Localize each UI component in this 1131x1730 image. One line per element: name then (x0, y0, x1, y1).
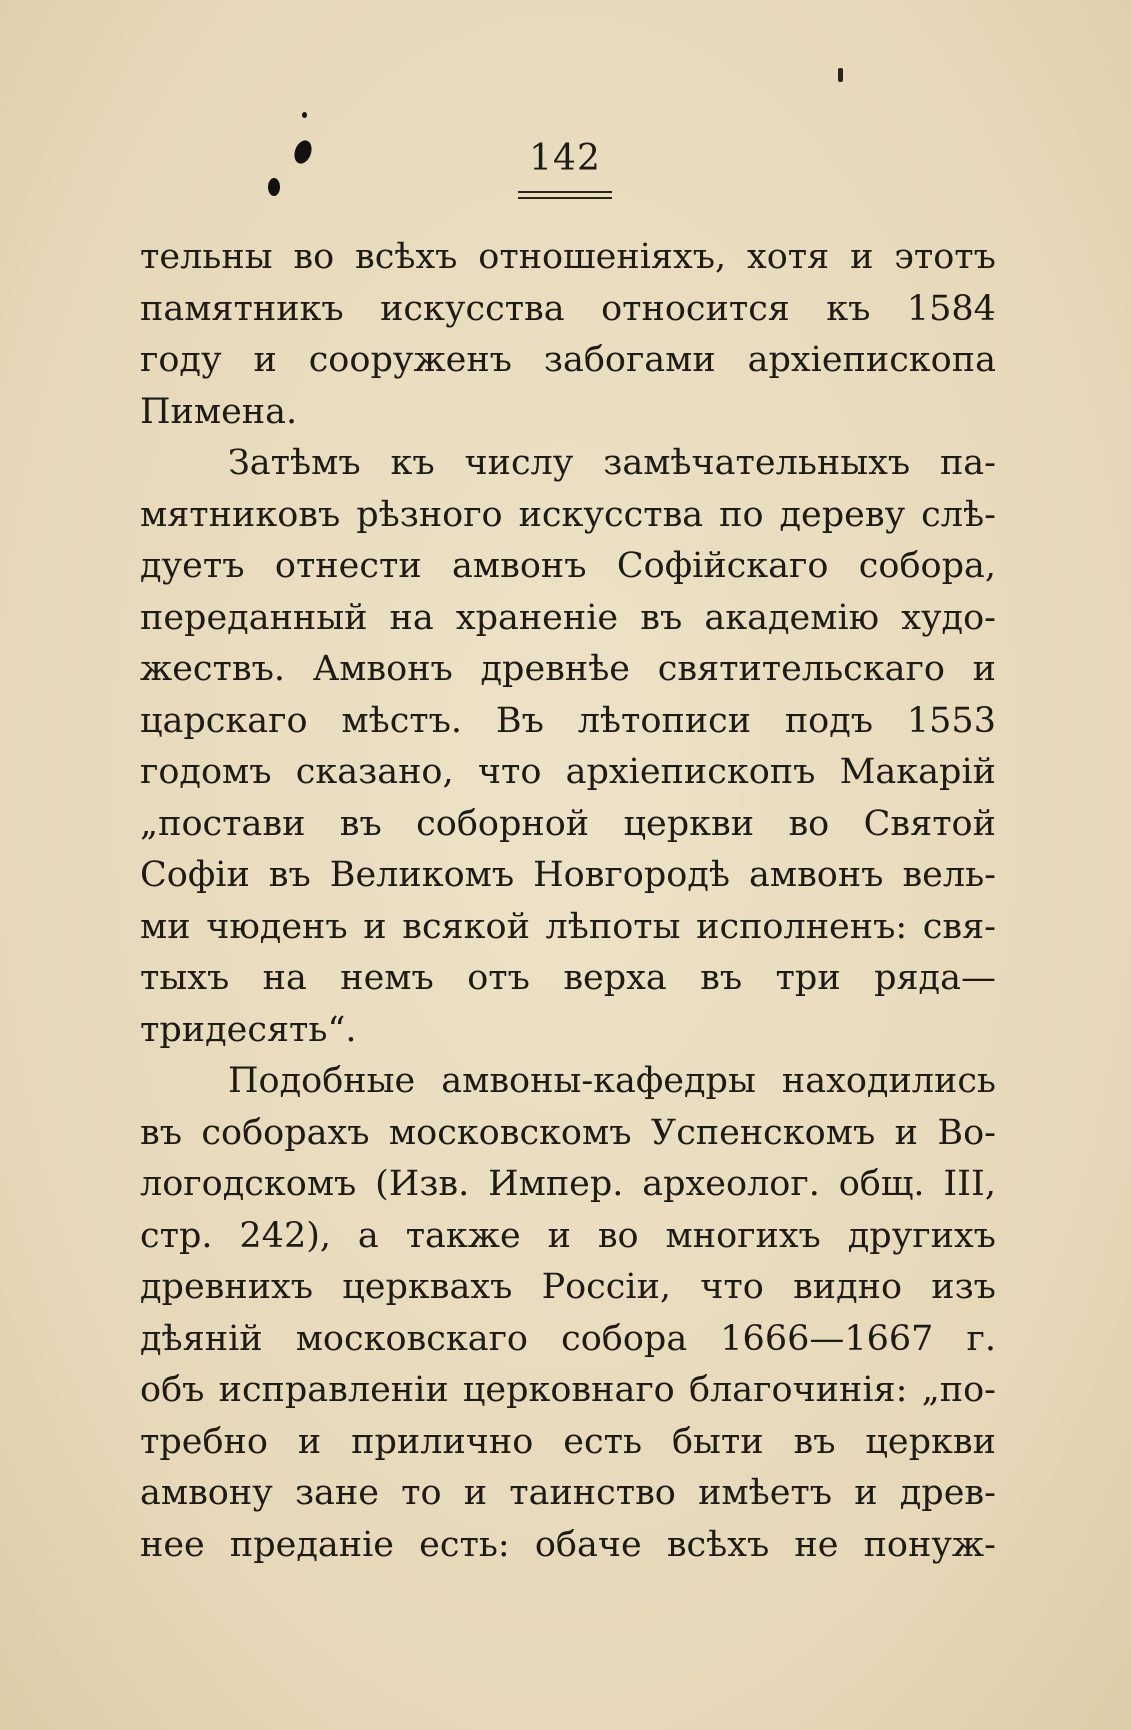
word: видно (793, 1267, 903, 1307)
word: ряда— (874, 958, 996, 998)
word: Успенскомъ (650, 1112, 876, 1153)
ink-speck (302, 112, 307, 118)
word: вель- (902, 855, 996, 895)
word: святительскаго (657, 649, 945, 689)
word: Россіи, (541, 1267, 672, 1307)
word: храненіе (455, 597, 619, 638)
word: благочинія: (688, 1370, 908, 1410)
word: относится (601, 288, 790, 329)
word: памятникъ (140, 288, 344, 329)
word: есть: (419, 1524, 510, 1565)
word: дуетъ (140, 546, 245, 586)
word: всѣхъ (666, 1524, 770, 1565)
word: соборахъ (201, 1112, 370, 1153)
word: таинство (509, 1473, 676, 1513)
text-line (140, 541, 996, 593)
word: по (719, 494, 764, 535)
word: Новгородѣ (533, 855, 730, 895)
word: Великомъ (329, 855, 515, 895)
word: искусства (518, 494, 704, 535)
word: свя- (922, 906, 996, 947)
word: есть (563, 1421, 642, 1462)
word: г. (966, 1318, 996, 1359)
text-line (140, 1314, 996, 1366)
word: общ. (838, 1164, 925, 1204)
word: церкви (623, 803, 755, 844)
word: древ- (899, 1473, 996, 1513)
text-line (140, 1108, 996, 1160)
word: и (854, 1473, 878, 1513)
word: III, (943, 1164, 996, 1204)
word: что (700, 1267, 764, 1307)
word: числу (464, 443, 574, 483)
word: годомъ (140, 752, 272, 792)
word: на (262, 958, 307, 998)
word: собора, (858, 546, 996, 586)
body-text (140, 232, 996, 1571)
word: отнести (274, 546, 422, 586)
word: археолог. (642, 1164, 820, 1204)
text-line (140, 490, 996, 542)
word: и (972, 649, 996, 689)
word: лѣпоты (545, 906, 681, 947)
text-line (140, 747, 996, 799)
word: соборной (416, 803, 590, 844)
word: во (597, 1215, 639, 1256)
word: на (389, 597, 434, 638)
word: и (850, 237, 874, 277)
word: академію (704, 597, 880, 638)
text-line (140, 335, 996, 387)
word: другихъ (847, 1215, 996, 1256)
word: па- (939, 443, 996, 483)
word: всякой (402, 906, 530, 947)
word: замѣчательныхъ (603, 443, 911, 483)
word: 1553 (906, 700, 996, 741)
word: жествъ. (140, 649, 285, 689)
word: объ (140, 1370, 205, 1410)
word: переданный (140, 597, 368, 638)
word: во (788, 803, 830, 844)
word: собора (561, 1318, 688, 1359)
word: требно (140, 1421, 268, 1462)
word: во (293, 237, 335, 277)
text-line (140, 387, 996, 439)
word: въ (700, 958, 743, 998)
word: церкви (865, 1421, 996, 1462)
ink-speck (838, 68, 843, 82)
word: лѣтописи (577, 700, 752, 741)
text-line (140, 1262, 996, 1314)
page-number: 142 (529, 138, 601, 179)
word: древнѣе (480, 649, 631, 689)
ink-blot (291, 138, 314, 166)
word: искусства (380, 288, 565, 329)
word: хотя (746, 237, 830, 277)
page-number-rule (518, 191, 612, 193)
word: 1666—1667 (720, 1318, 934, 1359)
word: подъ (784, 700, 874, 741)
word: амвонъ (452, 546, 587, 586)
word: въ (140, 1112, 182, 1153)
word: сказано, (295, 752, 454, 792)
text-line (140, 1056, 996, 1108)
text-line (140, 1417, 996, 1469)
text-line (140, 1468, 996, 1520)
word: сооруженъ (308, 340, 512, 380)
word: амвоны-кафедры (441, 1061, 756, 1101)
word: Въ (495, 700, 544, 741)
page-number-rule (518, 197, 612, 199)
word: мятниковъ (140, 494, 341, 535)
word: церквахъ (342, 1267, 513, 1307)
word: имѣетъ (698, 1473, 833, 1513)
text-line (140, 902, 996, 954)
word: московскомъ (388, 1112, 632, 1153)
word: прилично (351, 1421, 534, 1462)
word: мѣстъ. (341, 700, 463, 741)
word: Импер. (488, 1164, 624, 1204)
word: церковнаго (462, 1370, 675, 1410)
text-line (140, 1159, 996, 1211)
word: „по- (921, 1370, 996, 1410)
word: амвону (140, 1473, 273, 1513)
word: тыхъ (140, 958, 230, 998)
word: зане (294, 1473, 379, 1513)
word: чюденъ (206, 906, 348, 947)
word: ми (140, 906, 191, 947)
word: многихъ (665, 1215, 821, 1256)
text-line (140, 232, 996, 284)
word: и (894, 1112, 918, 1153)
word: три (775, 958, 841, 998)
text-line (140, 1005, 996, 1057)
text-line (140, 953, 996, 1005)
text-line (140, 850, 996, 902)
word: древнихъ (140, 1267, 314, 1307)
word: Затѣмъ (228, 443, 361, 483)
word: отношеніяхъ, (478, 237, 727, 277)
word: и (297, 1421, 322, 1462)
word: „постави (140, 803, 306, 844)
word: худо- (901, 597, 996, 638)
word: забогами (543, 340, 716, 380)
text-line (140, 593, 996, 645)
word: году (140, 340, 222, 380)
word: царскаго (140, 700, 308, 741)
word: стр. (140, 1215, 213, 1256)
text-line (140, 1211, 996, 1263)
word: Подобные (228, 1061, 416, 1101)
word: то (401, 1473, 442, 1513)
word: и (547, 1215, 571, 1256)
word: исполненъ: (696, 906, 908, 947)
ink-blot (268, 178, 280, 196)
word: Макарій (839, 752, 996, 792)
word: изъ (931, 1267, 996, 1307)
word: всѣхъ (355, 237, 458, 277)
text-line (140, 438, 996, 490)
word: въ (268, 855, 311, 895)
word: не (794, 1524, 839, 1565)
word: амвонъ (748, 855, 884, 895)
word: слѣ- (921, 494, 996, 535)
word: понуж- (863, 1524, 996, 1565)
word: въ (640, 597, 683, 638)
text-line (140, 1365, 996, 1417)
text-line (140, 1520, 996, 1572)
word: Софійскаго (616, 546, 829, 586)
word: отъ (467, 958, 530, 998)
word: Святой (863, 803, 996, 844)
word: Во- (937, 1112, 996, 1153)
word: верха (563, 958, 667, 998)
word: находились (781, 1061, 996, 1101)
word: логодскомъ (140, 1164, 357, 1204)
text-line (140, 799, 996, 851)
word: архіепископъ (565, 752, 816, 792)
word: нее (140, 1524, 205, 1565)
word: рѣзного (356, 494, 503, 535)
text-line (140, 644, 996, 696)
word: а (357, 1215, 379, 1256)
word: 242), (239, 1215, 331, 1256)
word: архіепископа (747, 340, 996, 380)
word: 1584 (906, 288, 996, 329)
word: дереву (779, 494, 906, 535)
word: тридесять“. (140, 1009, 357, 1050)
word: Амвонъ (312, 649, 453, 689)
word: и (363, 906, 387, 947)
word: обаче (534, 1524, 642, 1565)
word: къ (826, 288, 871, 329)
word: немъ (340, 958, 434, 998)
word: что (477, 752, 542, 792)
word: Софіи (140, 855, 250, 895)
word: и (463, 1473, 488, 1513)
word: тельны (140, 237, 273, 277)
text-line (140, 696, 996, 748)
word: московскаго (295, 1318, 528, 1359)
word: преданіе (229, 1524, 395, 1565)
word: и (253, 340, 277, 380)
word: (Изв. (375, 1164, 470, 1204)
word: этотъ (894, 237, 996, 277)
text-line (140, 284, 996, 336)
word: исправленіи (218, 1370, 449, 1410)
word: къ (390, 443, 435, 483)
word: въ (793, 1421, 836, 1462)
word: также (405, 1215, 521, 1256)
word: быти (671, 1421, 764, 1462)
word: въ (339, 803, 382, 844)
word: дѣяній (140, 1318, 263, 1359)
word: Пимена. (140, 391, 298, 432)
